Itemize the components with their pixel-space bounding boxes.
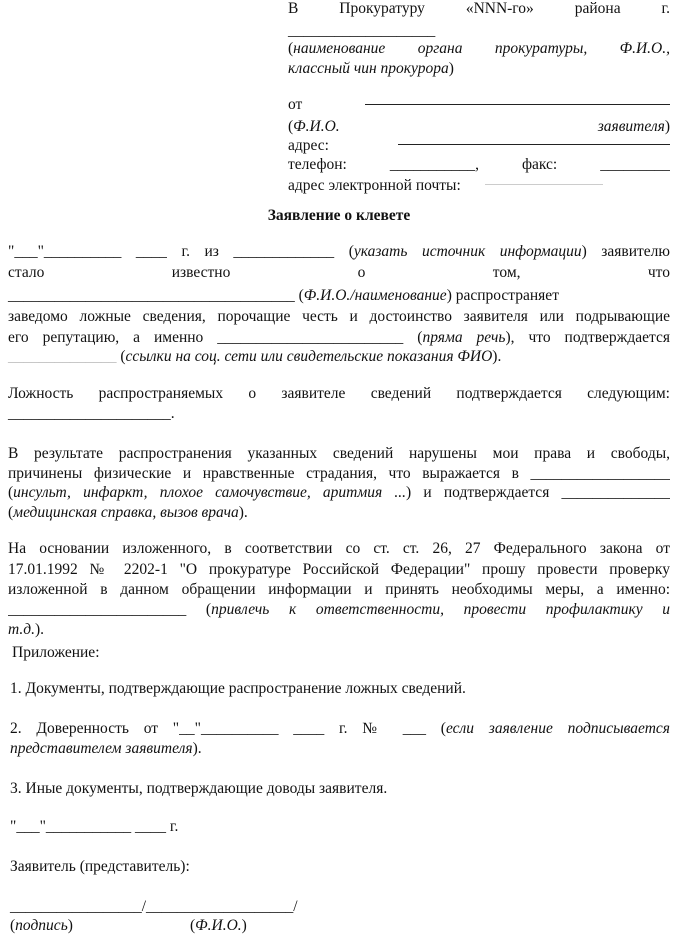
text-segment: Ложность распространяемых о заявителе сведений подтверждается следующим: — [8, 385, 670, 402]
document-line — [10, 898, 298, 916]
text-segment: представителем заявителя — [10, 740, 193, 757]
text-segment: "___"___________ ____ г. — [10, 818, 179, 835]
text-segment: 1. Документы, подтверждающие распространение ложных сведений. — [10, 680, 466, 697]
text-segment: ( — [190, 917, 196, 934]
document-line — [8, 465, 670, 483]
text-segment: ) — [664, 118, 670, 135]
text-segment: 3. Иные документы, подтверждающие доводы заявителя. — [10, 780, 388, 797]
text-segment: изложенной в данном обращении информации и принять необходимы меры, а именно: — [8, 581, 670, 598]
text-segment: классный чин прокурора — [288, 60, 449, 77]
text-segment: ( — [8, 484, 14, 501]
document-line — [8, 484, 670, 502]
email-underline — [485, 184, 603, 186]
text-segment: его репутацию, а именно ________________________ ( — [8, 329, 423, 346]
text-segment: подпись — [15, 917, 68, 934]
text-segment: Ф.И.О./наименование — [303, 287, 447, 304]
document-line — [8, 308, 670, 326]
document-line — [288, 137, 329, 155]
text-segment: указать источник информации — [353, 243, 582, 260]
text-segment: стало известно о том, что — [8, 264, 670, 281]
document-line — [8, 348, 501, 366]
document-line — [10, 680, 466, 698]
text-segment: ). — [238, 504, 248, 521]
text-segment: ) распространяет — [446, 287, 559, 304]
document-line — [8, 445, 670, 463]
text-segment: ). — [192, 740, 202, 757]
document-line — [288, 96, 302, 114]
text-segment: наименование органа прокуратуры, Ф.И.О., — [293, 40, 670, 57]
text-segment: _________________/___________________/ — [10, 898, 298, 915]
text-segment: _____________________. — [8, 405, 175, 422]
document-line — [8, 621, 44, 639]
text-segment: инсульт, инфаркт, плохое самочувствие, аритмия ... — [13, 484, 407, 501]
document-line — [10, 818, 178, 836]
text-segment: На основании изложенного, в соответствии со ст. ст. 26, 27 Федерального закона от — [8, 540, 670, 557]
document-line — [8, 385, 670, 403]
text-segment: ______________ — [8, 348, 121, 365]
text-segment: ). — [34, 621, 45, 638]
document-line — [8, 601, 670, 619]
text-segment: ) — [67, 917, 73, 934]
text-segment: _____________________________________ ( — [8, 287, 304, 304]
document-title: Заявление о клевете — [267, 207, 411, 224]
document-line — [288, 177, 461, 195]
text-segment: Заявитель (представитель): — [10, 858, 190, 875]
document-line — [288, 22, 435, 40]
text-segment: В результате распространения указанных сведений нарушены мои права и свободы, — [8, 445, 670, 462]
text-segment: ___________________ — [288, 22, 436, 39]
document-line — [10, 858, 190, 876]
text-segment: ) — [241, 917, 247, 934]
document-line — [288, 0, 670, 18]
text-segment: 17.01.1992 № 2202-1 "О прокуратуре Российской Федерации" прошу провести проверку — [8, 561, 670, 578]
document-line — [8, 561, 670, 579]
text-segment: адрес: — [288, 137, 329, 154]
from-underline — [365, 104, 670, 106]
document-line — [10, 917, 73, 935]
text-segment: ( — [288, 118, 294, 135]
text-segment: ссылки на соц. сети или свидетельские показания ФИО — [125, 348, 493, 365]
text-segment: В Прокуратуру «NNN-го» района г. — [288, 0, 670, 17]
text-segment: Ф.И.О. — [195, 917, 242, 934]
text-segment: причинены физические и нравственные страдания, что выражается в __________________ — [8, 465, 670, 482]
text-segment: адрес электронной почты: — [288, 177, 461, 194]
text-segment: привлечь к ответственности, провести профилактику и — [211, 601, 670, 618]
text-segment: ), что подтверждается — [505, 329, 670, 346]
document-line — [288, 118, 670, 136]
text-segment: ( — [8, 504, 14, 521]
text-segment: Ф.И.О. заявителя — [293, 118, 665, 135]
text-segment: ) и подтверждается ______________ — [406, 484, 670, 501]
text-segment: медицинская справка, вызов врача — [13, 504, 239, 521]
document-line — [8, 504, 248, 522]
document-line — [10, 780, 387, 798]
document-line — [190, 917, 247, 935]
address-underline — [398, 144, 670, 146]
text-segment: 2. Доверенность от "__"__________ ____ г. № ___ ( — [10, 720, 446, 737]
document-line — [12, 644, 100, 662]
document-line — [8, 329, 670, 347]
document-line — [10, 720, 670, 738]
document-line — [8, 540, 670, 558]
document-line — [8, 581, 670, 599]
text-segment: ). — [492, 348, 502, 365]
document-line — [8, 405, 175, 423]
document-line — [10, 740, 202, 758]
text-segment: т.д. — [8, 621, 35, 638]
text-segment: ( — [10, 917, 16, 934]
text-segment: ) заявителю — [581, 243, 670, 260]
text-segment: ( — [288, 40, 294, 57]
text-segment: пряма речь — [422, 329, 506, 346]
text-segment: Приложение: — [12, 644, 100, 661]
text-segment: _______________________ ( — [8, 601, 212, 618]
document-line — [288, 40, 670, 58]
text-segment: от — [288, 96, 303, 113]
document-line — [8, 243, 670, 261]
text-segment: ) — [448, 60, 454, 77]
document-line — [8, 287, 559, 305]
document-line — [288, 156, 670, 174]
text-segment: ( — [120, 348, 126, 365]
document-line — [8, 264, 670, 282]
text-segment: если заявление подписывается — [445, 720, 670, 737]
text-segment: "___"__________ ____ г. из _____________ ( — [8, 243, 354, 260]
text-segment: заведомо ложные сведения, порочащие честь и достоинство заявителя или подрывающие — [8, 308, 670, 325]
text-segment: телефон: ___________, факс: _________ — [288, 156, 670, 173]
document-line — [288, 60, 454, 78]
